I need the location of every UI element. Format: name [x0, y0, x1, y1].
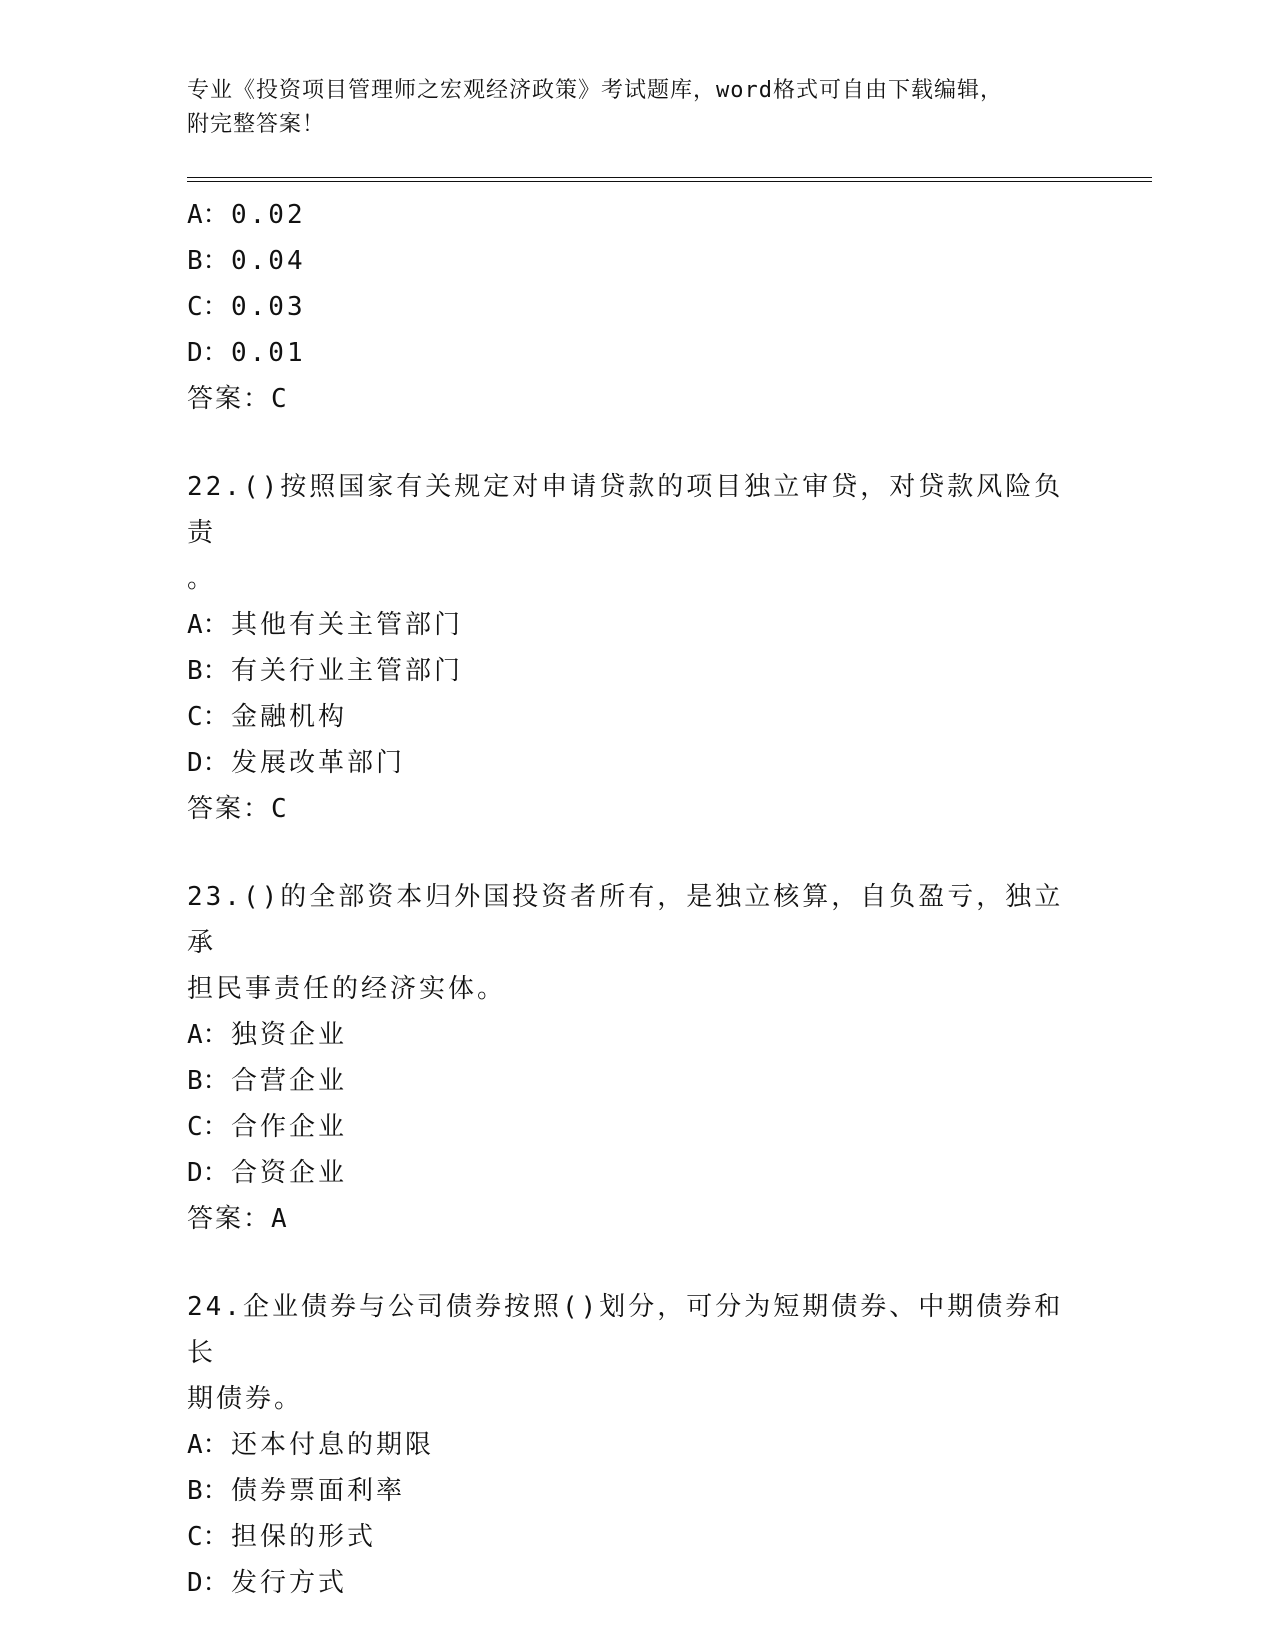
option-c: C：金融机构 [187, 702, 348, 732]
option-d: D：发展改革部门 [187, 748, 406, 778]
option-b: B：债券票面利率 [187, 1476, 406, 1506]
option-a: A：0.02 [187, 200, 306, 230]
option-c: C：担保的形式 [187, 1522, 377, 1552]
question-21 [187, 192, 1087, 422]
option-a: A：独资企业 [187, 1020, 348, 1050]
header-line-1: 专业《投资项目管理师之宏观经济政策》考试题库，word格式可自由下载编辑， [187, 78, 1003, 103]
option-b: B：有关行业主管部门 [187, 656, 464, 686]
question-text: 22.()按照国家有关规定对申请贷款的项目独立审贷，对贷款风险负责 。 [187, 472, 1064, 594]
answer-line: 答案：A [187, 1204, 289, 1234]
option-d: D：0.01 [187, 338, 306, 368]
question-24 [187, 1284, 1087, 1606]
question-text: 24.企业债券与公司债券按照()划分，可分为短期债券、中期债券和长 期债券。 [187, 1292, 1064, 1414]
header-divider-bottom [187, 181, 1152, 182]
document-header [187, 74, 1067, 142]
question-text: 23.()的全部资本归外国投资者所有，是独立核算，自负盈亏，独立承 担民事责任的经济实体。 [187, 882, 1064, 1004]
option-c: C：0.03 [187, 292, 306, 322]
option-b: B：0.04 [187, 246, 306, 276]
header-line-2: 附完整答案！ [187, 112, 326, 137]
option-c: C：合作企业 [187, 1112, 348, 1142]
option-d: D：发行方式 [187, 1568, 348, 1598]
question-list [187, 192, 1087, 1606]
option-b: B：合营企业 [187, 1066, 348, 1096]
option-a: A：其他有关主管部门 [187, 610, 464, 640]
header-divider-top [187, 177, 1152, 178]
option-d: D：合资企业 [187, 1158, 348, 1188]
option-a: A：还本付息的期限 [187, 1430, 435, 1460]
question-22 [187, 464, 1087, 832]
question-23 [187, 874, 1087, 1242]
answer-line: 答案：C [187, 794, 289, 824]
answer-line: 答案：C [187, 384, 289, 414]
